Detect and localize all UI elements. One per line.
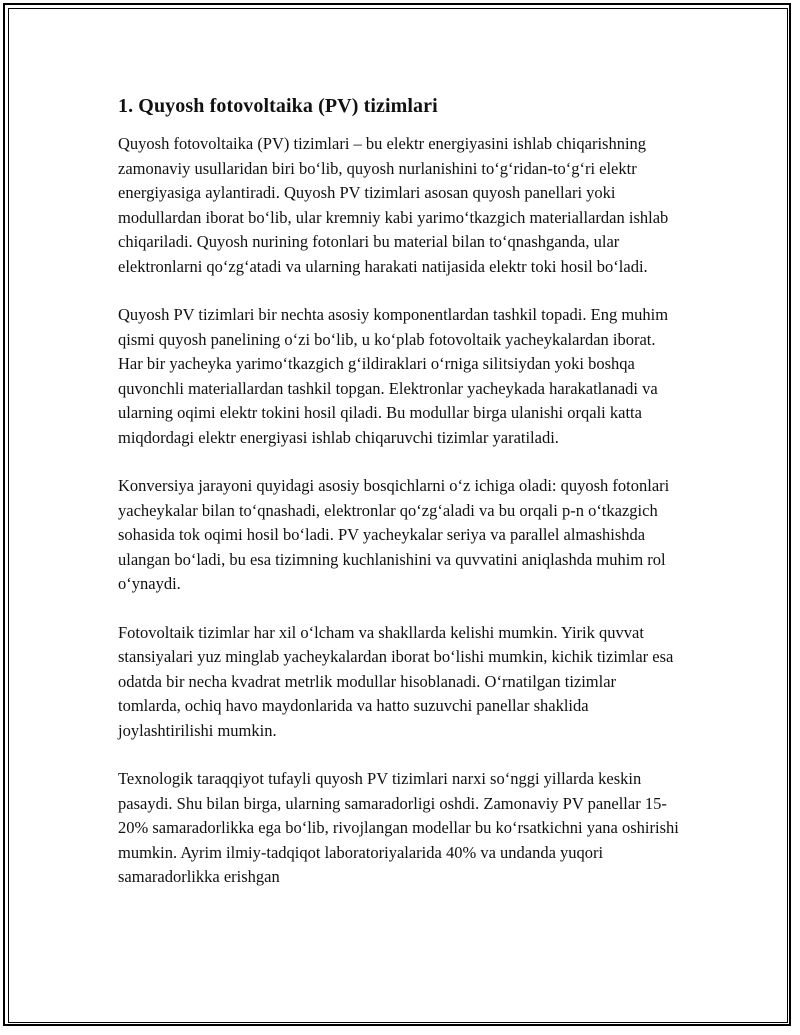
- document-body: [118, 92, 680, 914]
- paragraph-2: Quyosh PV tizimlari bir nechta asosiy komponentlardan tashkil topadi. Eng muhim qismi quyosh panelining o‘zi bo‘lib, u ko‘plab fotovoltaik yacheykalardan iborat. Har bir yacheyka yarimo‘tkazgich g‘ildiraklari o‘rniga silitsiydan yoki boshqa quvonchli materiallardan tashkil topgan. Elektronlar yacheykada harakatlanadi va ularning oqimi elektr tokini hosil qiladi. Bu modullar birga ulanishi orqali katta miqdordagi elektr energiyasi ishlab chiqaruvchi tizimlar yaratiladi.: [118, 305, 669, 447]
- paragraph-5: Texnologik taraqqiyot tufayli quyosh PV tizimlari narxi so‘nggi yillarda keskin pasaydi. Shu bilan birga, ularning samaradorligi oshdi. Zamonaviy PV panellar 15-20% samaradorlikka ega bo‘lib, rivojlangan modellar bu ko‘rsatkichni yana oshirishi mumkin. Ayrim ilmiy-tadqiqot laboratoriyalarida 40% va undanda yuqori samaradorlikka erishgan: [118, 769, 679, 886]
- paragraph-3: Konversiya jarayoni quyidagi asosiy bosqichlarni o‘z ichiga oladi: quyosh fotonlari yacheykalar bilan to‘qnashadi, elektronlar qo‘zg‘aladi va bu orqali p-n o‘tkazgich sohasida tok oqimi hosil bo‘ladi. PV yacheykalar seriya va parallel almashishda ulangan bo‘ladi, bu esa tizimning kuchlanishini va quvvatini aniqlashda muhim rol o‘ynaydi.: [118, 476, 670, 593]
- paragraph-4: Fotovoltaik tizimlar har xil o‘lcham va shakllarda kelishi mumkin. Yirik quvvat stansiyalari yuz minglab yacheykalardan iborat bo‘lishi mumkin, kichik tizimlar esa odatda bir necha kvadrat metrlik modullar hisoblanadi. O‘rnatilgan tizimlar tomlarda, ochiq havo maydonlarida va hatto suzuvchi panellar shaklida joylashtirilishi mumkin.: [118, 622, 674, 740]
- section-heading: 1. Quyosh fotovoltaika (PV) tizimlari: [118, 95, 438, 117]
- paragraph-1: Quyosh fotovoltaika (PV) tizimlari – bu elektr energiyasini ishlab chiqarishning zamonaviy usullaridan biri bo‘lib, quyosh nurlanishini to‘g‘ridan-to‘g‘ri elektr energiyasiga aylantiradi. Quyosh PV tizimlari asosan quyosh panellari yoki modullardan iborat bo‘lib, ular kremniy kabi yarimo‘tkazgich materiallardan ishlab chiqariladi. Quyosh nurining fotonlari bu material bilan to‘qnashganda, ular elektronlarni qo‘zg‘atadi va ularning harakati natijasida elektr toki hosil bo‘ladi.: [118, 134, 669, 276]
